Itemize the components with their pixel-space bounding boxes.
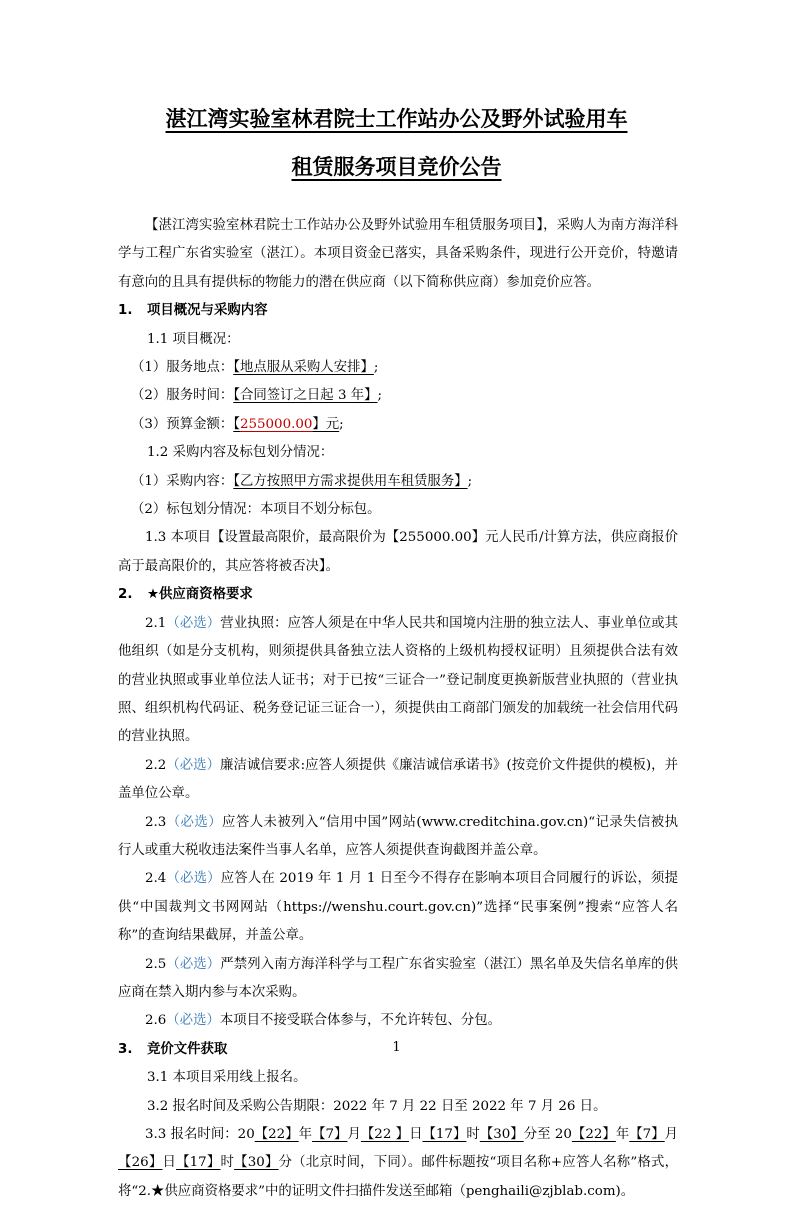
- budget-value: 255000.00: [239, 416, 313, 432]
- section-3-heading: 3. 竞价文件获取: [118, 1041, 228, 1057]
- procurement-content: （1）采购内容：【乙方按照甲方需求提供用车租赁服务】;: [131, 473, 473, 489]
- section-2-5: 2.5（必选）严禁列入南方海洋科学与工程广东省实验室（湛江）黑名单及失信名单库的供应商在禁入期内参与本次采购。: [118, 956, 679, 1000]
- required-tag: （必选）: [166, 757, 221, 773]
- section-2-4: 2.4（必选）应答人在 2019 年 1 月 1 日至今不得存在影响本项目合同履行的诉讼，须提供“中国裁判文书网网站（https://wenshu.court.gov.cn)”选择“民事案例”搜索“应答人名称”的查询结果截屏，并盖公章。: [118, 871, 679, 944]
- required-tag: （必选）: [166, 871, 221, 887]
- required-tag: （必选）: [166, 814, 223, 830]
- required-tag: （必选）: [166, 956, 221, 972]
- section-2-2: 2.2（必选）廉洁诚信要求:应答人须提供《廉洁诚信承诺书》(按竞价文件提供的模板)，并盖单位公章。: [118, 757, 679, 802]
- document-title-line-1: 湛江湾实验室林君院士工作站办公及野外试验用车: [165, 107, 628, 131]
- project-name-bracket: 【湛江湾实验室林君院士工作站办公及野外试验用车租赁服务项目】: [145, 218, 544, 233]
- section-1-3: 1.3 本项目【设置最高限价，最高限价为【255000.00】元人民币/计算方法，供应商报价高于最高限价的，其应答将被否决】。: [118, 530, 678, 574]
- package-division: （2）标包划分情况：本项目不划分标包。: [131, 502, 381, 518]
- required-tag: （必选）: [166, 1013, 220, 1029]
- page-number: 1: [392, 1040, 401, 1055]
- intro-paragraph: 【湛江湾实验室林君院士工作站办公及野外试验用车租赁服务项目】，采购人为南方海洋科学与工程广东省实验室（湛江）。本项目资金已落实，具备采购条件，现进行公开竞价，特邀请有意向的且具有提供标的物能力的潜在供应商（以下简称供应商）参加竞价应答。: [118, 218, 678, 290]
- document-title-line-2: 租赁服务项目竞价公告: [291, 155, 502, 179]
- budget-amount: （3）预算金额：【255000.00】元;: [131, 416, 344, 432]
- section-2-heading: 2. ★供应商资格要求: [118, 587, 253, 603]
- section-2-1: 2.1（必选）营业执照：应答人须是在中华人民共和国境内注册的独立法人、事业单位或其他组织（如是分支机构，则须提供具备独立法人资格的上级机构授权证明）且须提供合法有效的营业执照或事业单位法人证书；对于已按“三证合一”登记制度更换新版营业执照的（营业执照、组织机构代码证、税务登记证三证合一），须提供由工商部门颁发的加载统一社会信用代码的营业执照。: [118, 615, 679, 745]
- section-3-3: 3.3 报名时间：20【22】年【7】月【22 】日【17】时【30】分至 20【22】年【7】月【26】日【17】时【30】分（北京时间，下同）。邮件标题按“项目名称+应答人名称”格式，将“2.★供应商资格要求”中的证明文件扫描件发送至邮箱（penghaili@zjblab.com)。: [118, 1127, 679, 1199]
- section-2-3: 2.3（必选）应答人未被列入“信用中国”网站(www.creditchina.gov.cn)“记录失信被执行人或重大税收违法案件当事人名单，应答人须提供查询截图并盖公章。: [118, 814, 678, 858]
- section-1-2: 1.2 采购内容及标包划分情况：: [147, 445, 334, 461]
- service-time: （2）服务时间：【合同签订之日起 3 年】;: [131, 388, 383, 404]
- section-1-heading: 1. 项目概况与采购内容: [118, 303, 268, 319]
- required-tag: （必选）: [166, 615, 221, 631]
- section-2-6: 2.6（必选）本项目不接受联合体参与，不允许转包、分包。: [145, 1013, 502, 1029]
- section-1-1: 1.1 项目概况：: [147, 331, 240, 347]
- document-body: [118, 212, 678, 1206]
- service-location: （1）服务地点：【地点服从采购人安排】;: [131, 360, 379, 376]
- section-3-2: 3.2 报名时间及采购公告期限：2022 年 7 月 22 日至 2022 年 7 月 26 日。: [147, 1098, 607, 1114]
- section-3-1: 3.1 本项目采用线上报名。: [147, 1070, 307, 1086]
